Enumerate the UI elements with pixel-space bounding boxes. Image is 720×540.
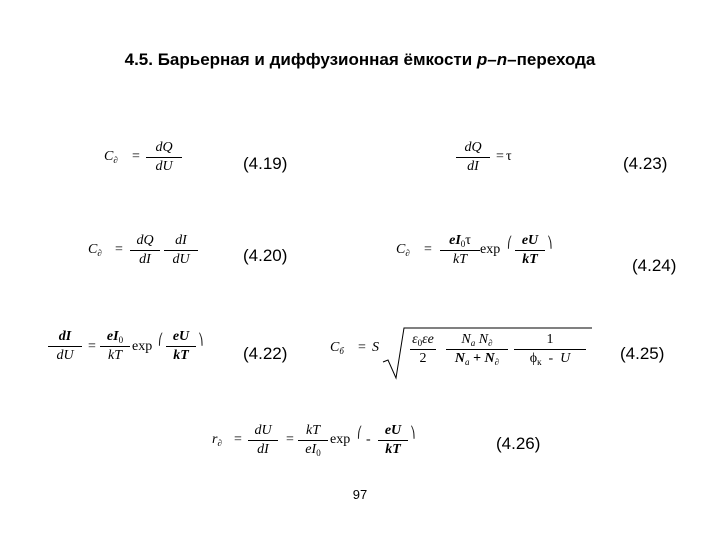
page-number: 97: [352, 487, 368, 502]
equation-number: (4.22): [243, 344, 288, 363]
equation-number: (4.23): [623, 154, 668, 173]
equation-number: (4.19): [243, 154, 288, 173]
page-title: 4.5. Барьерная и диффузионная ёмкости p–n–перехода: [124, 50, 596, 69]
equation-number: (4.24): [632, 256, 677, 275]
equation-number: (4.20): [243, 246, 288, 265]
equation-number: (4.26): [496, 434, 541, 453]
equation-number: (4.25): [620, 344, 665, 363]
